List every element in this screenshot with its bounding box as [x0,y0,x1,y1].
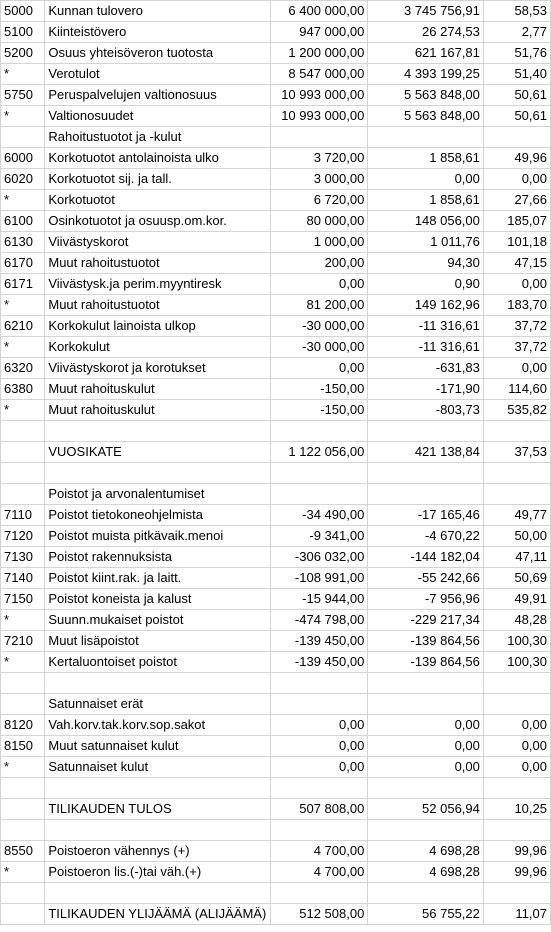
budget-value-cell[interactable]: 1 122 056,00 [271,442,368,463]
budget-value-cell[interactable]: 0,00 [271,736,368,757]
table-row [1,127,551,148]
percent-cell[interactable]: 51,76 [483,43,550,64]
table-row [1,274,551,295]
actual-value-cell[interactable]: 1 011,76 [368,232,484,253]
percent-cell[interactable] [483,820,550,841]
account-code-cell[interactable] [1,820,45,841]
budget-value-cell[interactable]: -306 032,00 [271,547,368,568]
percent-cell[interactable]: 101,18 [483,232,550,253]
actual-value-cell[interactable]: 4 393 199,25 [368,64,484,85]
budget-value-cell[interactable]: 0,00 [271,757,368,778]
account-name-cell[interactable]: Kertaluontoiset poistot [45,652,271,673]
table-row [1,715,551,736]
budget-value-cell[interactable]: 80 000,00 [271,211,368,232]
account-name-cell[interactable] [45,463,271,484]
table-row [1,484,551,505]
account-code-cell[interactable]: 6170 [1,253,45,274]
percent-cell[interactable]: 0,00 [483,358,550,379]
account-code-cell[interactable]: * [1,337,45,358]
percent-cell[interactable]: 10,25 [483,799,550,820]
account-code-cell[interactable] [1,694,45,715]
percent-cell[interactable]: 535,82 [483,400,550,421]
actual-value-cell[interactable]: 148 056,00 [368,211,484,232]
table-row [1,736,551,757]
budget-value-cell[interactable] [271,694,368,715]
account-name-cell[interactable]: VUOSIKATE [45,442,271,463]
table-row [1,379,551,400]
percent-cell[interactable]: 49,77 [483,505,550,526]
actual-value-cell[interactable]: -55 242,66 [368,568,484,589]
actual-value-cell[interactable]: 1 858,61 [368,148,484,169]
table-row [1,22,551,43]
budget-value-cell[interactable]: 507 808,00 [271,799,368,820]
budget-value-cell[interactable]: 3 000,00 [271,169,368,190]
account-code-cell[interactable]: 8150 [1,736,45,757]
actual-value-cell[interactable]: 149 162,96 [368,295,484,316]
budget-value-cell[interactable] [271,484,368,505]
actual-value-cell[interactable] [368,463,484,484]
table-row [1,778,551,799]
account-name-cell[interactable]: Vah.korv.tak.korv.sop.sakot [45,715,271,736]
budget-value-cell[interactable]: 3 720,00 [271,148,368,169]
budget-value-cell[interactable]: 1 000,00 [271,232,368,253]
table-row [1,694,551,715]
account-name-cell[interactable]: Poistot ja arvonalentumiset [45,484,271,505]
percent-cell[interactable] [483,883,550,904]
account-code-cell[interactable] [1,127,45,148]
table-row [1,169,551,190]
actual-value-cell[interactable]: 94,30 [368,253,484,274]
percent-cell[interactable]: 0,00 [483,715,550,736]
percent-cell[interactable]: 37,72 [483,316,550,337]
actual-value-cell[interactable]: 52 056,94 [368,799,484,820]
budget-value-cell[interactable]: -474 798,00 [271,610,368,631]
percent-cell[interactable]: 50,00 [483,526,550,547]
account-code-cell[interactable] [1,421,45,442]
account-code-cell[interactable]: 6000 [1,148,45,169]
table-row [1,568,551,589]
table-row [1,463,551,484]
actual-value-cell[interactable]: 0,90 [368,274,484,295]
account-code-cell[interactable]: * [1,400,45,421]
account-code-cell[interactable]: 6380 [1,379,45,400]
percent-cell[interactable] [483,421,550,442]
account-code-cell[interactable]: 6020 [1,169,45,190]
budget-value-cell[interactable] [271,778,368,799]
table-row [1,883,551,904]
budget-value-cell[interactable]: -34 490,00 [271,505,368,526]
budget-value-cell[interactable] [271,463,368,484]
table-row [1,589,551,610]
budget-value-cell[interactable]: 81 200,00 [271,295,368,316]
percent-cell[interactable]: 50,61 [483,106,550,127]
table-row [1,43,551,64]
budget-value-cell[interactable]: 10 993 000,00 [271,85,368,106]
percent-cell[interactable] [483,127,550,148]
actual-value-cell[interactable]: 4 698,28 [368,841,484,862]
table-row [1,64,551,85]
actual-value-cell[interactable]: -139 864,56 [368,652,484,673]
account-name-cell[interactable]: Satunnaiset kulut [45,757,271,778]
actual-value-cell[interactable] [368,694,484,715]
table-row [1,190,551,211]
budget-value-cell[interactable]: 6 400 000,00 [271,1,368,22]
account-name-cell[interactable]: Poistot muista pitkävaik.menoi [45,526,271,547]
table-row [1,652,551,673]
percent-cell[interactable] [483,463,550,484]
table-row [1,316,551,337]
percent-cell[interactable]: 11,07 [483,904,550,925]
actual-value-cell[interactable] [368,883,484,904]
table-row [1,505,551,526]
account-name-cell[interactable]: Viivästyskorot ja korotukset [45,358,271,379]
actual-value-cell[interactable]: 1 858,61 [368,190,484,211]
actual-value-cell[interactable]: -17 165,46 [368,505,484,526]
table-body [1,1,551,925]
account-code-cell[interactable] [1,463,45,484]
table-row [1,841,551,862]
table-row [1,148,551,169]
percent-cell[interactable]: 99,96 [483,841,550,862]
account-name-cell[interactable]: Korkotuotot antolainoista ulko [45,148,271,169]
account-name-cell[interactable]: TILIKAUDEN YLIJÄÄMÄ (ALIJÄÄMÄ) [45,904,271,925]
percent-cell[interactable]: 185,07 [483,211,550,232]
percent-cell[interactable]: 51,40 [483,64,550,85]
account-code-cell[interactable]: 7130 [1,547,45,568]
budget-value-cell[interactable]: -30 000,00 [271,316,368,337]
account-code-cell[interactable]: 5200 [1,43,45,64]
percent-cell[interactable]: 183,70 [483,295,550,316]
account-name-cell[interactable]: Kiinteistövero [45,22,271,43]
percent-cell[interactable] [483,673,550,694]
budget-value-cell[interactable]: 6 720,00 [271,190,368,211]
percent-cell[interactable] [483,484,550,505]
actual-value-cell[interactable]: 0,00 [368,757,484,778]
table-row [1,442,551,463]
budget-value-cell[interactable]: -139 450,00 [271,652,368,673]
account-code-cell[interactable]: * [1,190,45,211]
percent-cell[interactable]: 0,00 [483,274,550,295]
account-code-cell[interactable] [1,904,45,925]
budget-value-cell[interactable]: 4 700,00 [271,862,368,883]
budget-value-cell[interactable]: 10 993 000,00 [271,106,368,127]
account-name-cell[interactable]: Osuus yhteisöveron tuotosta [45,43,271,64]
table-row [1,610,551,631]
percent-cell[interactable]: 0,00 [483,757,550,778]
actual-value-cell[interactable]: -229 217,34 [368,610,484,631]
table-row [1,421,551,442]
actual-value-cell[interactable]: 3 745 756,91 [368,1,484,22]
account-code-cell[interactable]: * [1,610,45,631]
actual-value-cell[interactable]: 26 274,53 [368,22,484,43]
percent-cell[interactable]: 58,53 [483,1,550,22]
account-name-cell[interactable] [45,883,271,904]
account-code-cell[interactable]: 6130 [1,232,45,253]
table-row [1,799,551,820]
budget-value-cell[interactable]: 512 508,00 [271,904,368,925]
table-row [1,904,551,925]
budget-value-cell[interactable]: -9 341,00 [271,526,368,547]
table-row [1,526,551,547]
table-row [1,106,551,127]
account-code-cell[interactable]: * [1,295,45,316]
budget-value-cell[interactable]: 0,00 [271,274,368,295]
account-code-cell[interactable]: 7150 [1,589,45,610]
percent-cell[interactable]: 100,30 [483,652,550,673]
percent-cell[interactable]: 47,11 [483,547,550,568]
table-row [1,337,551,358]
percent-cell[interactable]: 100,30 [483,631,550,652]
percent-cell[interactable]: 37,53 [483,442,550,463]
account-name-cell[interactable] [45,778,271,799]
account-name-cell[interactable]: Korkokulut [45,337,271,358]
percent-cell[interactable] [483,694,550,715]
account-name-cell[interactable]: Poistot rakennuksista [45,547,271,568]
account-name-cell[interactable]: Muut lisäpoistot [45,631,271,652]
account-code-cell[interactable]: * [1,64,45,85]
account-code-cell[interactable] [1,778,45,799]
account-name-cell[interactable]: Poistoeron lis.(-)tai väh.(+) [45,862,271,883]
actual-value-cell[interactable]: 621 167,81 [368,43,484,64]
account-code-cell[interactable]: 5100 [1,22,45,43]
budget-value-cell[interactable]: 1 200 000,00 [271,43,368,64]
account-name-cell[interactable]: Viivästysk.ja perim.myyntiresk [45,274,271,295]
table-row [1,85,551,106]
budget-value-cell[interactable]: 4 700,00 [271,841,368,862]
account-code-cell[interactable]: 7210 [1,631,45,652]
budget-value-cell[interactable]: -139 450,00 [271,631,368,652]
percent-cell[interactable]: 50,69 [483,568,550,589]
budget-value-cell[interactable] [271,127,368,148]
actual-value-cell[interactable]: -144 182,04 [368,547,484,568]
percent-cell[interactable]: 48,28 [483,610,550,631]
account-code-cell[interactable]: 5000 [1,1,45,22]
actual-value-cell[interactable]: -7 956,96 [368,589,484,610]
table-row [1,232,551,253]
account-name-cell[interactable]: Peruspalvelujen valtionosuus [45,85,271,106]
budget-value-cell[interactable]: 0,00 [271,358,368,379]
actual-value-cell[interactable]: -631,83 [368,358,484,379]
account-code-cell[interactable] [1,799,45,820]
actual-value-cell[interactable] [368,778,484,799]
account-code-cell[interactable]: 8550 [1,841,45,862]
percent-cell[interactable]: 47,15 [483,253,550,274]
actual-value-cell[interactable] [368,820,484,841]
account-name-cell[interactable]: Osinkotuotot ja osuusp.om.kor. [45,211,271,232]
account-code-cell[interactable] [1,883,45,904]
percent-cell[interactable]: 2,77 [483,22,550,43]
account-name-cell[interactable]: Poistot tietokoneohjelmista [45,505,271,526]
actual-value-cell[interactable]: -11 316,61 [368,337,484,358]
account-code-cell[interactable]: 6171 [1,274,45,295]
percent-cell[interactable]: 27,66 [483,190,550,211]
account-name-cell[interactable] [45,820,271,841]
account-name-cell[interactable]: Valtionosuudet [45,106,271,127]
table-row [1,1,551,22]
account-code-cell[interactable]: 8120 [1,715,45,736]
account-code-cell[interactable]: 7120 [1,526,45,547]
budget-value-cell[interactable]: 8 547 000,00 [271,64,368,85]
percent-cell[interactable]: 50,61 [483,85,550,106]
percent-cell[interactable]: 114,60 [483,379,550,400]
actual-value-cell[interactable]: -11 316,61 [368,316,484,337]
actual-value-cell[interactable] [368,484,484,505]
budget-value-cell[interactable]: 0,00 [271,715,368,736]
budget-value-cell[interactable]: -150,00 [271,400,368,421]
table-row [1,295,551,316]
account-name-cell[interactable] [45,673,271,694]
account-code-cell[interactable]: 7140 [1,568,45,589]
table-row [1,862,551,883]
table-row [1,757,551,778]
account-name-cell[interactable]: Poistot koneista ja kalust [45,589,271,610]
table-row [1,253,551,274]
account-name-cell[interactable]: Poistoeron vähennys (+) [45,841,271,862]
actual-value-cell[interactable]: 0,00 [368,736,484,757]
actual-value-cell[interactable]: 56 755,22 [368,904,484,925]
budget-value-cell[interactable]: 947 000,00 [271,22,368,43]
account-name-cell[interactable]: Satunnaiset erät [45,694,271,715]
account-code-cell[interactable]: 6210 [1,316,45,337]
account-code-cell[interactable]: 6100 [1,211,45,232]
actual-value-cell[interactable]: 4 698,28 [368,862,484,883]
account-name-cell[interactable]: Suunn.mukaiset poistot [45,610,271,631]
account-code-cell[interactable]: * [1,757,45,778]
account-name-cell[interactable]: Korkotuotot sij. ja tall. [45,169,271,190]
account-code-cell[interactable]: 5750 [1,85,45,106]
actual-value-cell[interactable] [368,673,484,694]
account-name-cell[interactable]: Korkokulut lainoista ulkop [45,316,271,337]
table-row [1,631,551,652]
account-code-cell[interactable]: * [1,106,45,127]
percent-cell[interactable]: 49,96 [483,148,550,169]
table-row [1,358,551,379]
table-row [1,673,551,694]
table-row [1,400,551,421]
actual-value-cell[interactable]: -4 670,22 [368,526,484,547]
table-row [1,820,551,841]
percent-cell[interactable]: 37,72 [483,337,550,358]
actual-value-cell[interactable] [368,421,484,442]
account-code-cell[interactable] [1,484,45,505]
budget-value-cell[interactable]: -108 991,00 [271,568,368,589]
actual-value-cell[interactable]: -803,73 [368,400,484,421]
table-row [1,547,551,568]
percent-cell[interactable]: 99,96 [483,862,550,883]
actual-value-cell[interactable]: 0,00 [368,715,484,736]
account-name-cell[interactable]: Poistot kiint.rak. ja laitt. [45,568,271,589]
account-name-cell[interactable]: Kunnan tulovero [45,1,271,22]
percent-cell[interactable]: 0,00 [483,736,550,757]
account-code-cell[interactable]: 6320 [1,358,45,379]
account-code-cell[interactable]: * [1,652,45,673]
budget-value-cell[interactable] [271,820,368,841]
budget-value-cell[interactable]: -15 944,00 [271,589,368,610]
budget-value-cell[interactable]: -150,00 [271,379,368,400]
actual-value-cell[interactable]: -139 864,56 [368,631,484,652]
actual-value-cell[interactable]: -171,90 [368,379,484,400]
percent-cell[interactable]: 49,91 [483,589,550,610]
account-name-cell[interactable]: Muut satunnaiset kulut [45,736,271,757]
budget-value-cell[interactable] [271,421,368,442]
actual-value-cell[interactable]: 0,00 [368,169,484,190]
actual-value-cell[interactable]: 5 563 848,00 [368,85,484,106]
account-name-cell[interactable]: Korkotuotot [45,190,271,211]
account-name-cell[interactable] [45,421,271,442]
account-name-cell[interactable]: Verotulot [45,64,271,85]
budget-value-cell[interactable] [271,883,368,904]
budget-value-cell[interactable]: -30 000,00 [271,337,368,358]
account-name-cell[interactable]: Muut rahoituskulut [45,379,271,400]
account-code-cell[interactable]: * [1,862,45,883]
account-code-cell[interactable] [1,442,45,463]
account-name-cell[interactable]: Rahoitustuotot ja -kulut [45,127,271,148]
account-code-cell[interactable]: 7110 [1,505,45,526]
actual-value-cell[interactable]: 421 138,84 [368,442,484,463]
actual-value-cell[interactable] [368,127,484,148]
percent-cell[interactable]: 0,00 [483,169,550,190]
actual-value-cell[interactable]: 5 563 848,00 [368,106,484,127]
account-name-cell[interactable]: TILIKAUDEN TULOS [45,799,271,820]
budget-value-cell[interactable]: 200,00 [271,253,368,274]
account-name-cell[interactable]: Muut rahoitustuotot [45,253,271,274]
account-name-cell[interactable]: Viivästyskorot [45,232,271,253]
account-code-cell[interactable] [1,673,45,694]
budget-value-cell[interactable] [271,673,368,694]
table-row [1,211,551,232]
account-name-cell[interactable]: Muut rahoituskulut [45,400,271,421]
account-name-cell[interactable]: Muut rahoitustuotot [45,295,271,316]
percent-cell[interactable] [483,778,550,799]
